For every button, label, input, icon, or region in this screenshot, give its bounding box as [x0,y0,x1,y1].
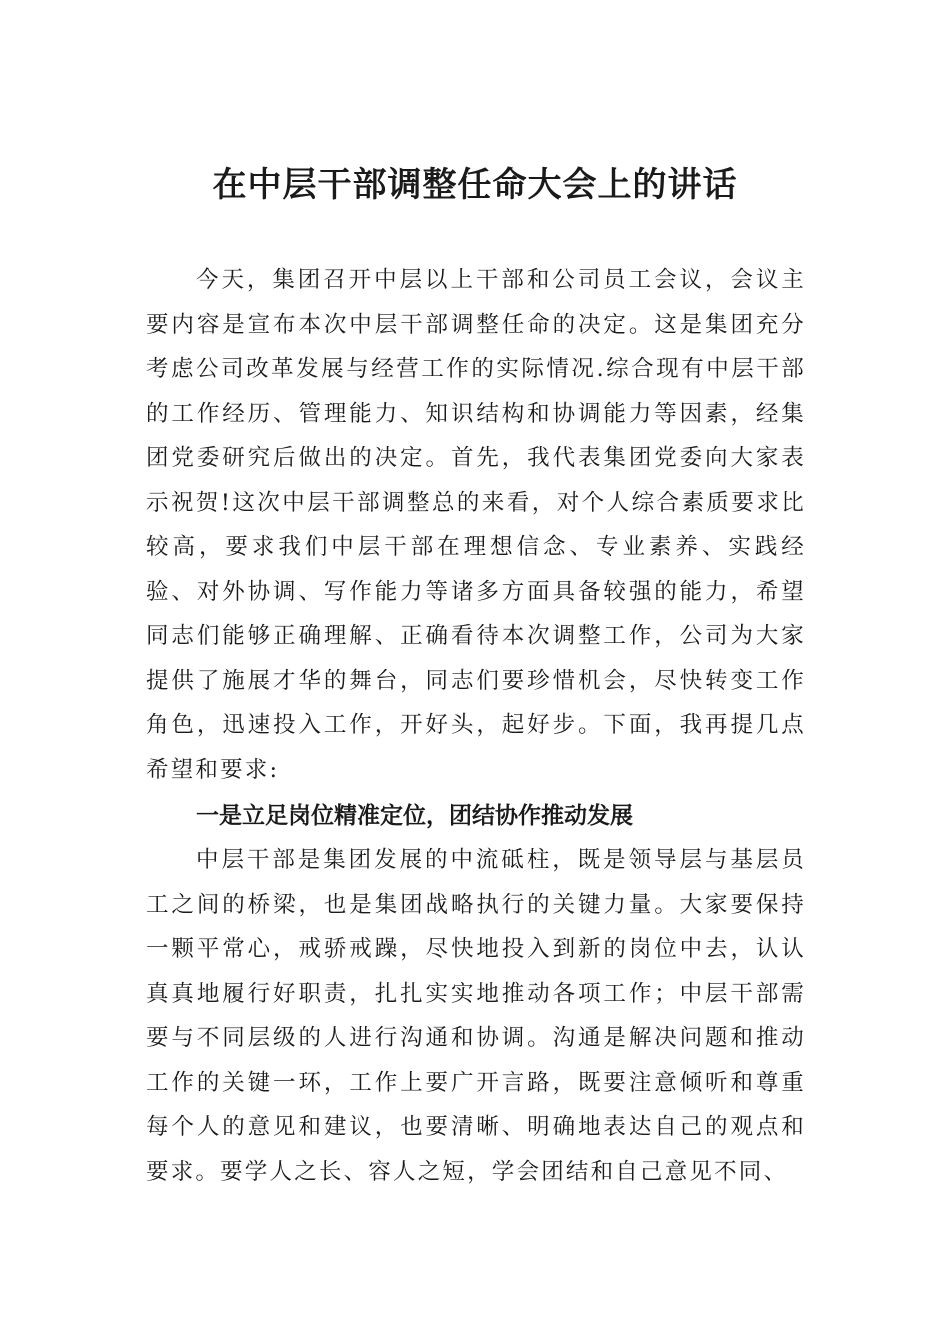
section-paragraph: 中层干部是集团发展的中流砥柱，既是领导层与基层员工之间的桥梁，也是集团战略执行的关键力量。大家要保持一颗平常心，戒骄戒躁，尽快地投入到新的岗位中去，认认真真地履行好职责，扎扎实实地推动各项工作；中层干部需要与不同层级的人进行沟通和协调。沟通是解决问题和推动工作的关键一环，工作上要广开言路，既要注意倾听和尊重每个人的意见和建议，也要清晰、明确地表达自己的观点和要求。要学人之长、容人之短，学会团结和自己意见不同、 [146,847,806,1185]
section-body [146,838,806,1194]
intro-section [146,258,806,792]
intro-paragraph: 今天，集团召开中层以上干部和公司员工会议，会议主要内容是宣布本次中层干部调整任命的决定。这是集团充分考虑公司改革发展与经营工作的实际情况.综合现有中层干部的工作经历、管理能力、知识结构和协调能力等因素，经集团党委研究后做出的决定。首先，我代表集团党委向大家表示祝贺!这次中层干部调整总的来看，对个人综合素质要求比较高，要求我们中层干部在理想信念、专业素养、实践经验、对外协调、写作能力等诸多方面具备较强的能力，希望同志们能够正确理解、正确看待本次调整工作，公司为大家提供了施展才华的舞台，同志们要珍惜机会，尽快转变工作角色，迅速投入工作，开好头，起好步。下面，我再提几点希望和要求: [146,267,806,783]
section-heading: 一是立足岗位精准定位，团结协作推动发展 [196,803,633,829]
document-title: 在中层干部调整任命大会上的讲话 [212,165,738,205]
